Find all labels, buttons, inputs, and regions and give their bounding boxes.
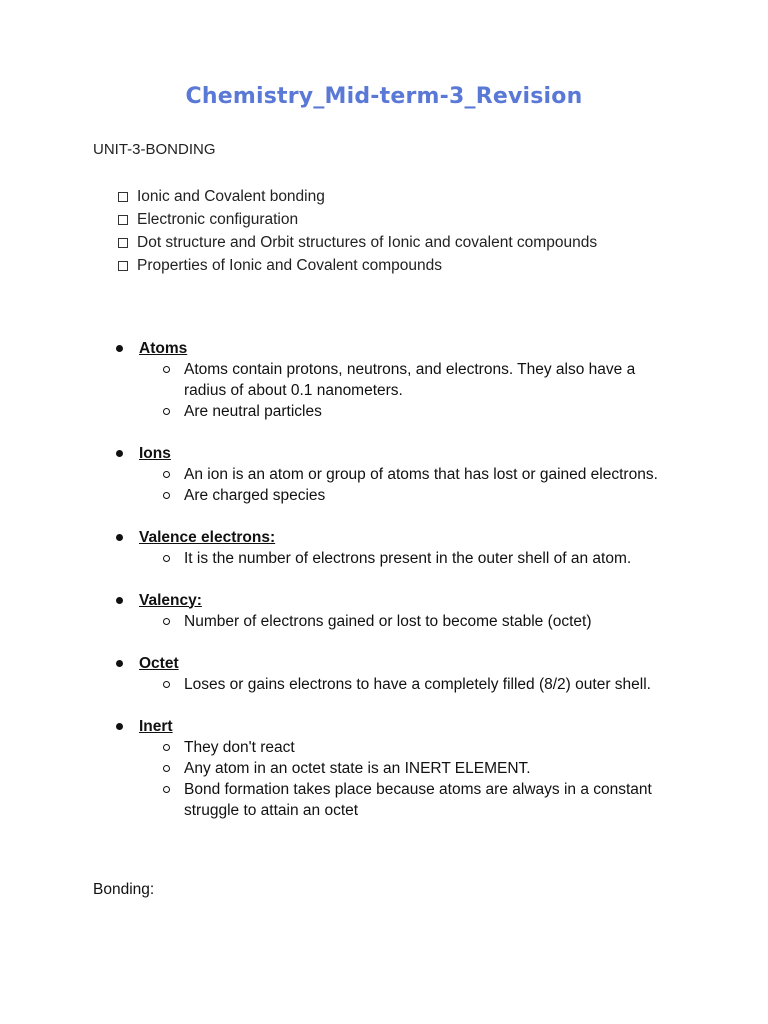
checklist-item: [118, 185, 597, 208]
bullet-icon: [116, 345, 123, 352]
checklist-item: [118, 231, 597, 254]
hollow-bullet-icon: [163, 786, 170, 793]
topic-term: Valence electrons:: [139, 528, 276, 546]
bullet-icon: [116, 450, 123, 457]
topic-inert: [115, 716, 715, 821]
hollow-bullet-icon: [163, 471, 170, 478]
hollow-bullet-icon: [163, 618, 170, 625]
topic-valence-electrons: [115, 527, 715, 569]
topic-point: [115, 737, 715, 758]
topic-point: [115, 548, 715, 569]
hollow-bullet-icon: [163, 555, 170, 562]
topic-point: [115, 758, 715, 779]
topic-term: Octet: [139, 654, 179, 672]
topic-valency: [115, 590, 715, 632]
topic-point: [115, 401, 715, 422]
topic-term: Valency:: [139, 591, 202, 609]
hollow-bullet-icon: [163, 492, 170, 499]
topic-point-text: They don't react: [184, 739, 295, 756]
topic-octet: [115, 653, 715, 695]
topic-point-text: Number of electrons gained or lost to become stable (octet): [184, 613, 592, 630]
topic-point-text: Are charged species: [184, 487, 326, 504]
topic-point-text: It is the number of electrons present in the outer shell of an atom.: [184, 550, 632, 567]
topic-point: [115, 464, 715, 485]
topic-point: [115, 674, 715, 695]
topic-point-text: Loses or gains electrons to have a completely filled (8/2) outer shell.: [184, 676, 651, 693]
topic-term: Atoms: [139, 339, 188, 357]
hollow-bullet-icon: [163, 765, 170, 772]
topic-atoms: [115, 338, 715, 422]
bullet-icon: [116, 597, 123, 604]
bullet-icon: [116, 723, 123, 730]
topic-list: [115, 338, 715, 842]
hollow-bullet-icon: [163, 408, 170, 415]
topic-ions: [115, 443, 715, 506]
unit-heading: UNIT-3-BONDING: [93, 141, 216, 158]
topic-term: Inert: [139, 717, 173, 735]
topic-point-text: Are neutral particles: [184, 403, 322, 420]
topic-point-text: Any atom in an octet state is an INERT ELEMENT.: [184, 760, 531, 777]
checklist-item-label: Properties of Ionic and Covalent compounds: [137, 256, 443, 274]
document-title: Chemistry_Mid-term-3_Revision: [185, 84, 583, 109]
topic-point-text: An ion is an atom or group of atoms that has lost or gained electrons.: [184, 466, 658, 483]
topic-checklist: [118, 185, 597, 277]
checkbox-icon[interactable]: [118, 261, 128, 271]
checklist-item: [118, 254, 597, 277]
topic-point: [115, 485, 715, 506]
topic-point-text: Atoms contain protons, neutrons, and electrons. They also have a radius of about 0.1 nanometers.: [184, 361, 636, 399]
checklist-item-label: Ionic and Covalent bonding: [137, 187, 325, 205]
topic-point: [115, 359, 715, 401]
topic-point: [115, 611, 715, 632]
hollow-bullet-icon: [163, 681, 170, 688]
checkbox-icon[interactable]: [118, 238, 128, 248]
hollow-bullet-icon: [163, 366, 170, 373]
hollow-bullet-icon: [163, 744, 170, 751]
topic-term: Ions: [139, 444, 171, 462]
topic-point: [115, 779, 715, 821]
checklist-item-label: Electronic configuration: [137, 210, 299, 228]
topic-point-text: Bond formation takes place because atoms are always in a constant struggle to attain an octet: [184, 781, 652, 819]
bullet-icon: [116, 534, 123, 541]
checkbox-icon[interactable]: [118, 192, 128, 202]
bullet-icon: [116, 660, 123, 667]
checklist-item-label: Dot structure and Orbit structures of Ionic and covalent compounds: [137, 233, 598, 251]
bonding-label: Bonding:: [93, 881, 155, 898]
checklist-item: [118, 208, 597, 231]
checkbox-icon[interactable]: [118, 215, 128, 225]
